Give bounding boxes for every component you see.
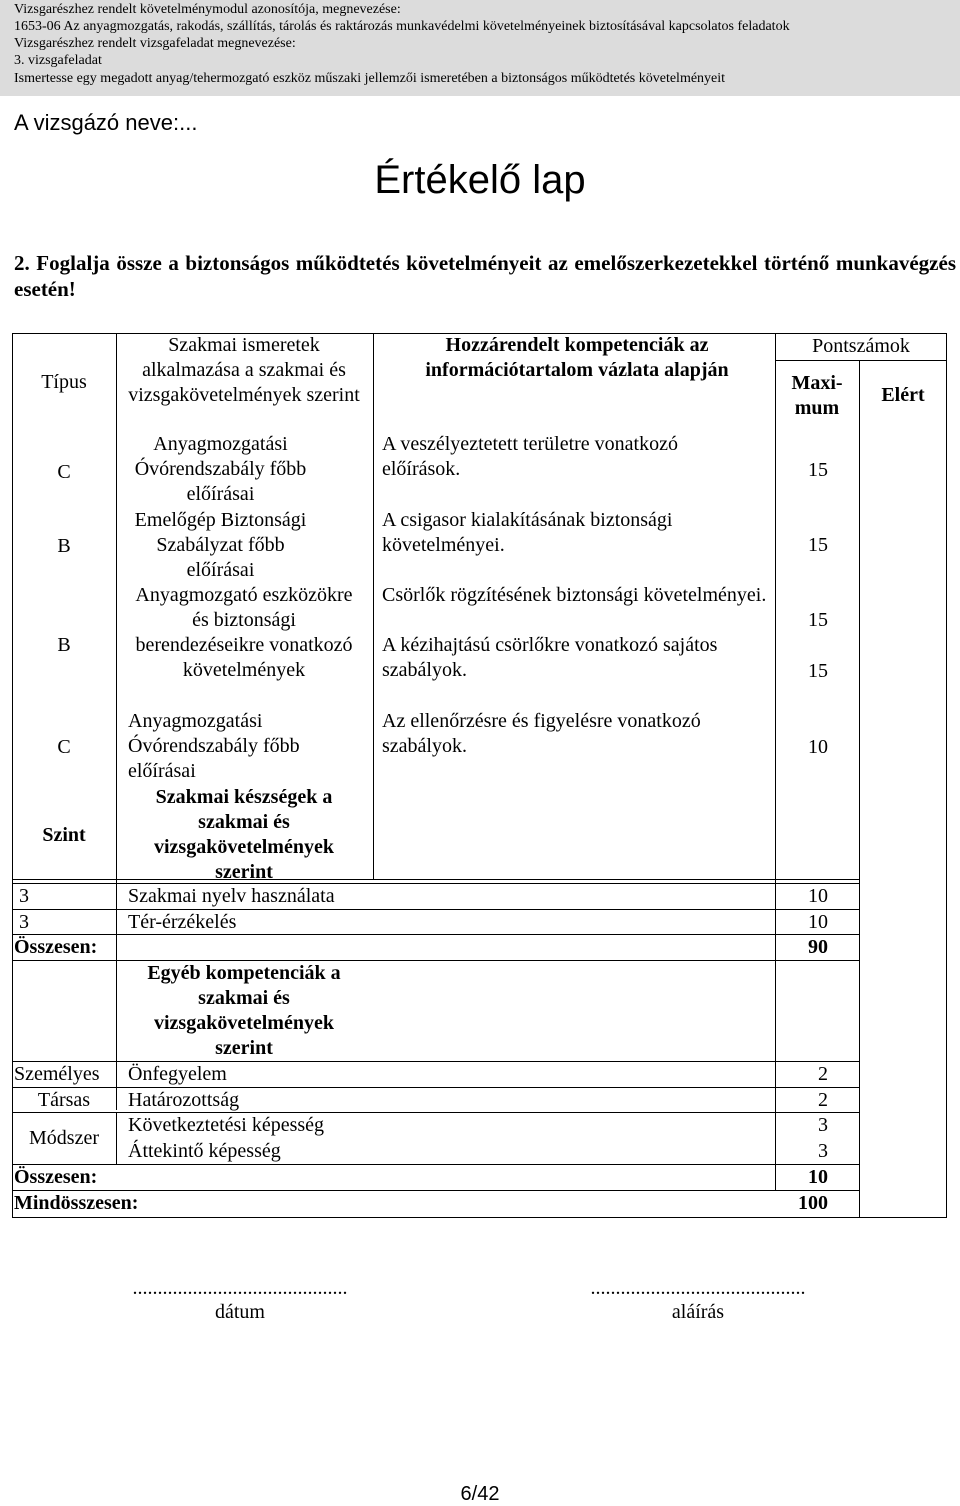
header-module-name: 1653-06 Az anyagmozgatás, rakodás, szállítás, tárolás és raktározás munkavédelmi követelményeinek biztosításával kapcsolatos feladatok: [14, 19, 790, 34]
header-module-label: Vizsgarészhez rendelt követelménymodul azonosítója, megnevezése:: [14, 2, 401, 17]
row2-type: B: [57, 535, 71, 557]
skill1-max: 10: [808, 885, 828, 907]
rule-points-sub: [775, 360, 947, 361]
document-header: [0, 0, 960, 96]
skill2-max: 10: [808, 911, 828, 933]
skill2-level: 3: [19, 911, 29, 933]
other3-group: Módszer: [29, 1127, 99, 1149]
skills-level-head: Szint: [42, 824, 86, 846]
header-task-number: 3. vizsgafeladat: [14, 53, 102, 68]
skills-head: Szakmai készségek a szakmai és vizsgakövetelmények szerint: [154, 786, 334, 883]
rule-type-method: [116, 1113, 117, 1165]
other2-group: Társas: [37, 1089, 91, 1111]
grand-total: 100: [798, 1192, 828, 1214]
rule-bottom: [12, 1217, 947, 1218]
col-competence-head: Hozzárendelt kompetenciák az információtartalom vázlata alapján: [425, 334, 729, 381]
row1-type: C: [57, 461, 71, 483]
other4-max: 3: [818, 1140, 828, 1162]
other2-max: 2: [818, 1089, 828, 1111]
examinee-name-field: A vizsgázó neve:...: [14, 110, 198, 135]
rule-right: [946, 333, 947, 1218]
date-label: dátum: [215, 1301, 265, 1323]
grand-total-label: Mindösszesen:: [14, 1192, 139, 1214]
skill1-label: Szakmai nyelv használata: [128, 885, 335, 907]
col-points-head: Pontszámok: [812, 335, 910, 357]
other-total: 10: [808, 1166, 828, 1188]
signature-label: aláírás: [671, 1301, 725, 1323]
col-achieved-head: Elért: [881, 384, 925, 406]
other1-label: Önfegyelem: [128, 1063, 227, 1085]
row2-max: 15: [808, 534, 828, 556]
col-max-head-1: Maxi-: [791, 372, 843, 394]
evaluation-table: [12, 333, 947, 1218]
row4-competence: Az ellenőrzésre és figyelésre vonatkozó szabályok.: [382, 710, 701, 757]
row3-competence-2: A kézihajtású csörlőkre vonatkozó sajátos szabályok.: [382, 634, 718, 681]
col-knowledge-head: Szakmai ismeretek alkalmazása a szakmai és vizsgakövetelmények szerint: [128, 334, 360, 406]
col-type-head: Típus: [41, 371, 87, 393]
page-number: 6/42: [460, 1483, 500, 1505]
skills-total-label: Összesen:: [14, 936, 98, 958]
row4-type: C: [57, 736, 71, 758]
other4-label: Áttekintő képesség: [128, 1140, 281, 1162]
date-line: ...........................................: [132, 1277, 348, 1299]
other-head: Egyéb kompetenciák a szakmai és vizsgakövetelmények szerint: [147, 962, 341, 1059]
header-task-description: Ismertesse egy megadott anyag/tehermozgató eszköz műszaki jellemzői ismeretében a biztonságos működtetés követelményeit: [14, 71, 726, 86]
other-total-label: Összesen:: [14, 1166, 98, 1188]
row2-knowledge: Emelőgép Biztonsági Szabályzat főbb előírásai: [134, 509, 307, 581]
signature-line: ...........................................: [590, 1277, 806, 1299]
row1-competence: A veszélyeztetett területre vonatkozó előírások.: [382, 433, 678, 480]
task-statement: 2. Foglalja össze a biztonságos működtetés követelményeit az emelőszerkezetekkel történő munkavégzés esetén!: [14, 251, 956, 301]
col-max-head-2: mum: [794, 397, 840, 419]
rule-achieved: [859, 360, 860, 1217]
row1-max: 15: [808, 459, 828, 481]
row3-competence-1: Csörlők rögzítésének biztonsági követelményei.: [382, 584, 767, 606]
skill2-label: Tér-érzékelés: [128, 911, 237, 933]
row2-competence: A csigasor kialakításának biztonsági követelményei.: [382, 509, 673, 556]
other3-label: Következtetési képesség: [128, 1114, 325, 1136]
row3-knowledge: Anyagmozgató eszközökre és biztonsági berendezéseikre vonatkozó követelmények: [135, 584, 353, 681]
other2-label: Határozottság: [128, 1089, 240, 1111]
header-task-label: Vizsgarészhez rendelt vizsgafeladat megnevezése:: [14, 36, 296, 51]
skills-total: 90: [808, 936, 828, 958]
skill1-level: 3: [19, 885, 29, 907]
page-title: Értékelő lap: [374, 158, 586, 202]
row4-max: 10: [808, 736, 828, 758]
rule-type: [116, 333, 117, 1110]
other3-max: 3: [818, 1114, 828, 1136]
other1-max: 2: [818, 1063, 828, 1085]
row3-max-1: 15: [808, 609, 828, 631]
row1-knowledge: Anyagmozgatási Óvórendszabály főbb előírásai: [134, 433, 307, 505]
row3-type: B: [57, 634, 71, 656]
other1-group: Személyes: [14, 1063, 100, 1085]
row4-knowledge: Anyagmozgatási Óvórendszabály főbb előírásai: [128, 710, 300, 782]
rule-knowledge: [373, 333, 374, 879]
row3-max-2: 15: [808, 660, 828, 682]
